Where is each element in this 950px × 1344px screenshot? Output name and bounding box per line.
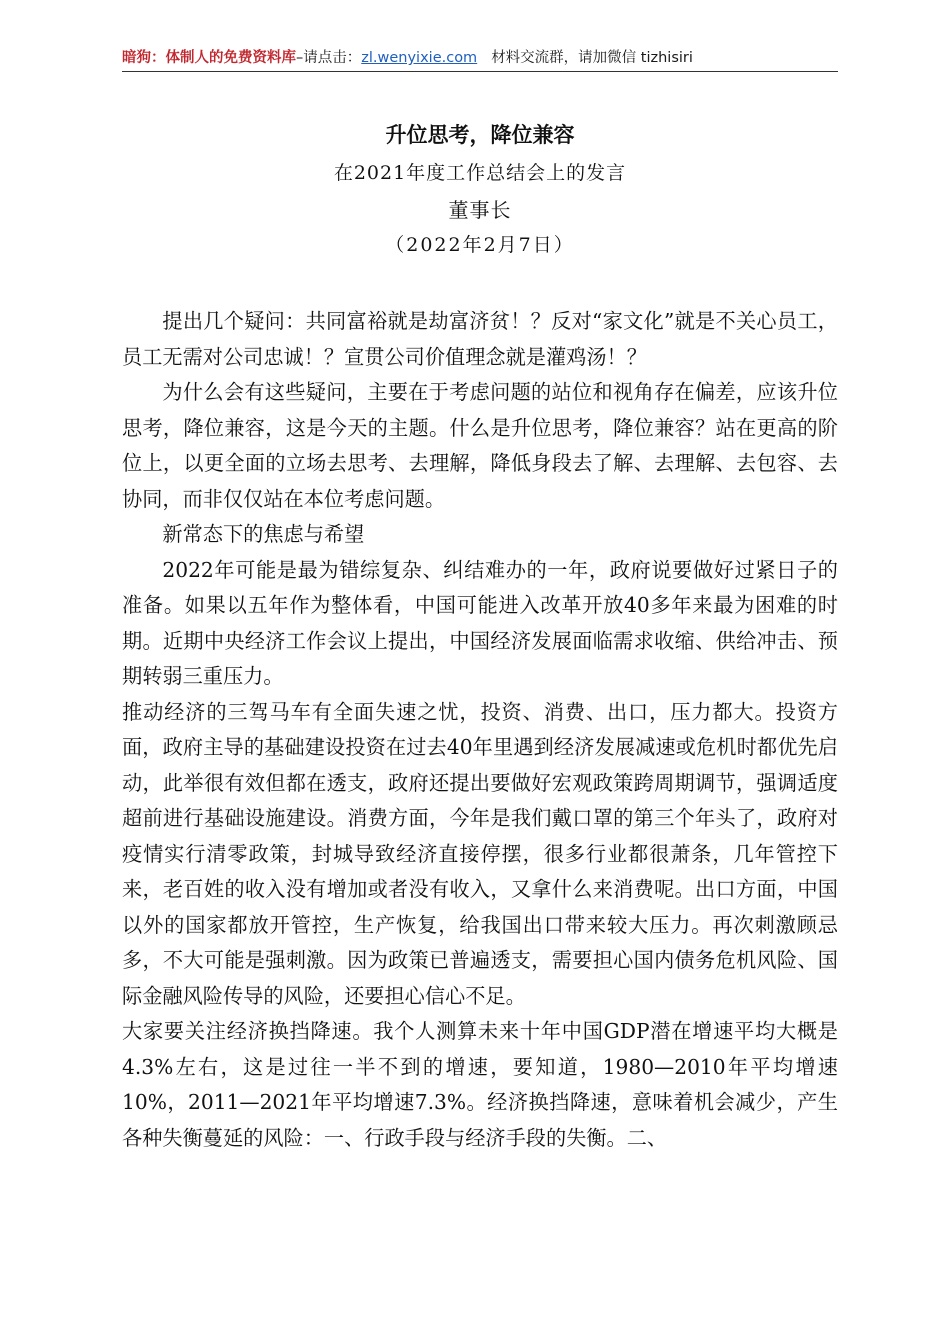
- header-contact: 材料交流群，请加微信 tizhisiri: [491, 50, 693, 66]
- document-body: [122, 304, 838, 1156]
- section-heading: 新常态下的焦虑与希望: [162, 522, 365, 546]
- paragraph: 提出几个疑问：共同富裕就是劫富济贫！？反对“家文化”就是不关心员工，员工无需对公司忠诚！？宣贯公司价值理念就是灌鸡汤！？: [122, 309, 838, 369]
- document-date: （2022年2月7日）: [385, 234, 575, 256]
- header-divider: [122, 71, 838, 72]
- header-link[interactable]: zl.wenyixie.com: [361, 50, 478, 66]
- page-header: [122, 46, 838, 70]
- paragraph: 大家要关注经济换挡降速。我个人测算未来十年中国GDP潜在增速平均大概是4.3%左右，这是过往一半不到的增速，要知道，1980—2010年平均增速10%，2011—2021年平均增速7.3%。经济换挡降速，意味着机会减少，产生各种失衡蔓延的风险：一、行政手段与经济手段的失衡。二、: [122, 1019, 838, 1150]
- document-speaker: 董事长: [448, 198, 512, 222]
- header-brand: 暗狗：体制人的免费资料库: [122, 50, 296, 66]
- paragraph: 推动经济的三驾马车有全面失速之忧，投资、消费、出口，压力都大。投资方面，政府主导的基础建设投资在过去40年里遇到经济发展减速或危机时都优先启动，此举很有效但都在透支，政府还提出要做好宏观政策跨周期调节，强调适度超前进行基础设施建设。消费方面，今年是我们戴口罩的第三个年头了，政府对疫情实行清零政策，封城导致经济直接停摆，很多行业都很萧条，几年管控下来，老百姓的收入没有增加或者没有收入，又拿什么来消费呢。出口方面，中国以外的国家都放开管控，生产恢复，给我国出口带来较大压力。再次刺激顾忌多，不大可能是强刺激。因为政策已普遍透支，需要担心国内债务危机风险、国际金融风险传导的风险，还要担心信心不足。: [122, 699, 838, 1008]
- header-prompt: –请点击：: [296, 50, 362, 66]
- document-subtitle: 在2021年度工作总结会上的发言: [333, 162, 627, 184]
- paragraph: 2022年可能是最为错综复杂、纠结难办的一年，政府说要做好过紧日子的准备。如果以五年作为整体看，中国可能进入改革开放40多年来最为困难的时期。近期中央经济工作会议上提出，中国经济发展面临需求收缩、供给冲击、预期转弱三重压力。: [122, 557, 838, 688]
- document-title: 升位思考，降位兼容: [385, 122, 575, 147]
- paragraph: 为什么会有这些疑问，主要在于考虑问题的站位和视角存在偏差，应该升位思考，降位兼容，这是今天的主题。什么是升位思考，降位兼容？站在更高的阶位上，以更全面的立场去思考、去理解，降低身段去了解、去理解、去包容、去协同，而非仅仅站在本位考虑问题。: [122, 380, 838, 511]
